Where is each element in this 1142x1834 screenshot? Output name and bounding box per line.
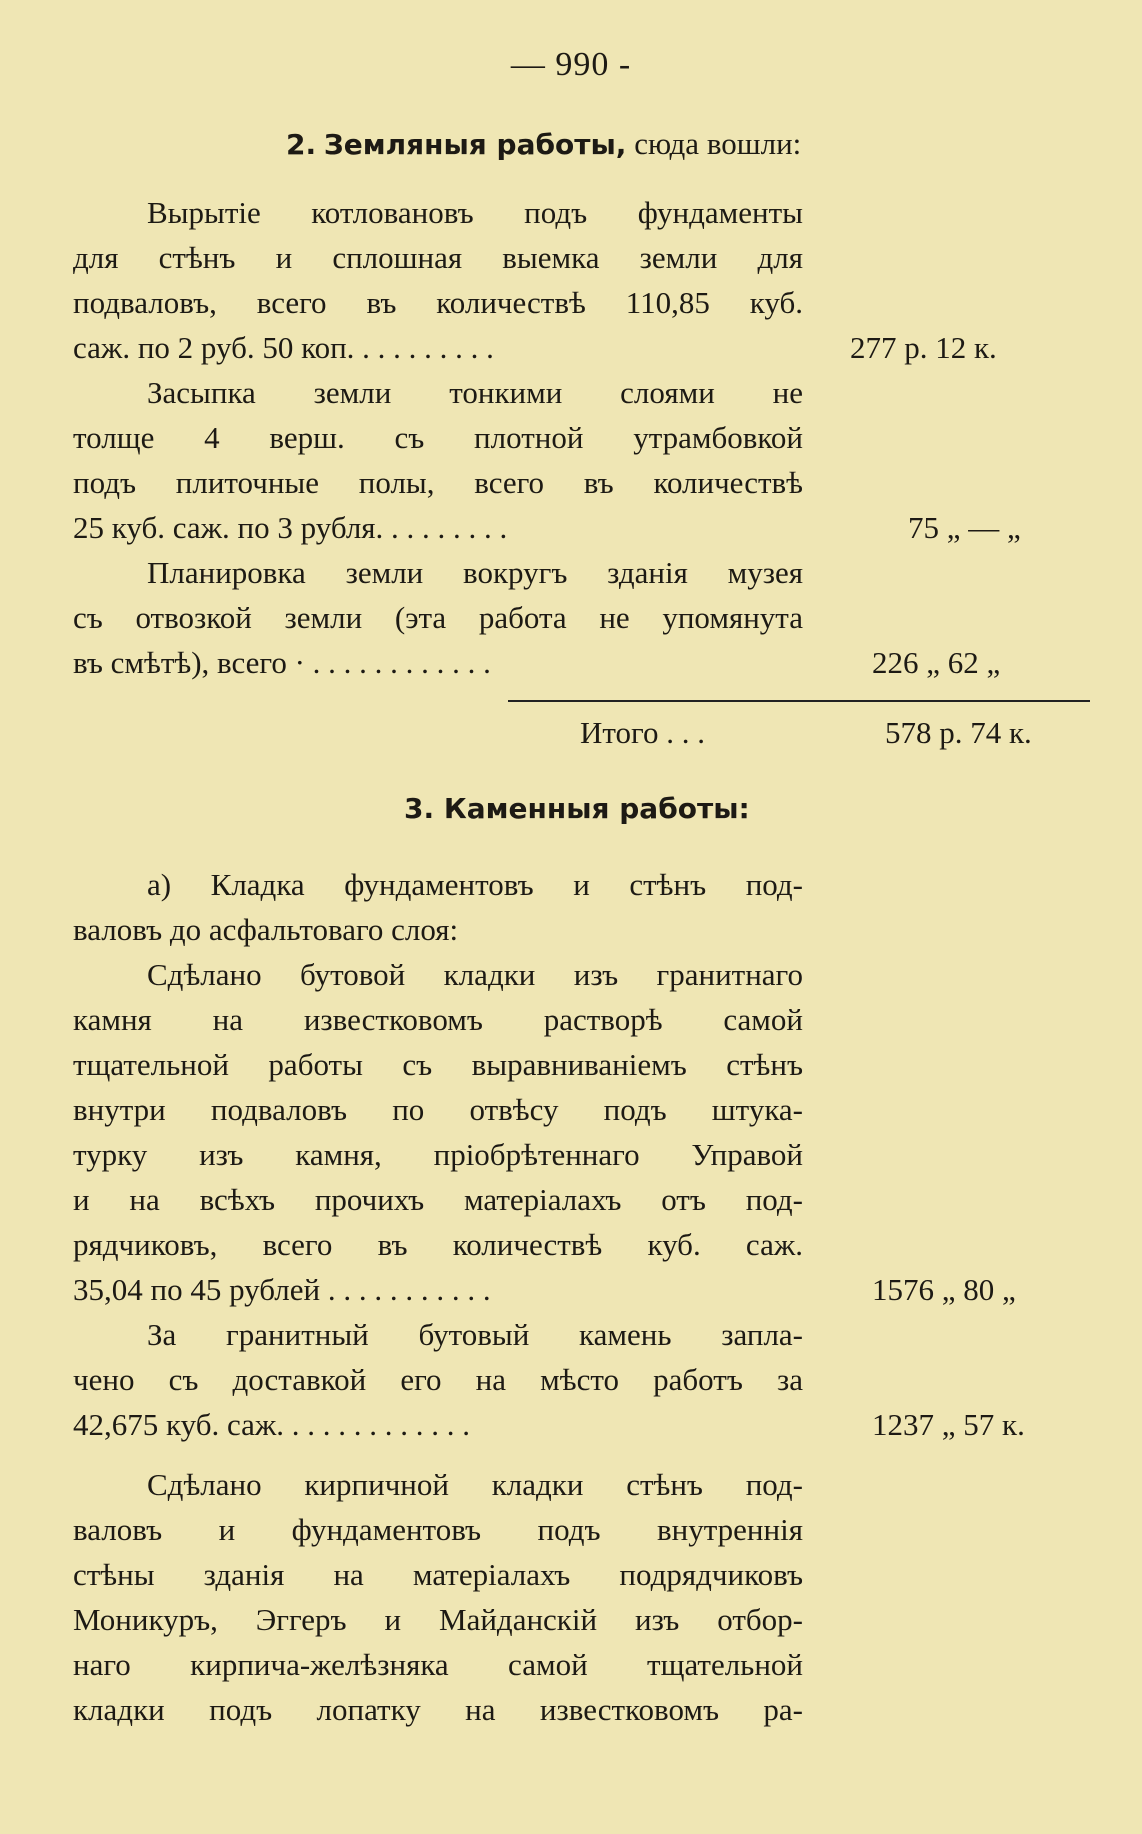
- text-line: чено съ доставкой его на мѣсто работъ за: [73, 1362, 803, 1397]
- total-amount: 578 р. 74 к.: [885, 715, 1032, 750]
- text-line: толще 4 верш. съ плотной утрамбовкой: [73, 420, 803, 455]
- text-line: Моникуръ, Эггеръ и Майданскій изъ отбор-: [73, 1602, 803, 1637]
- text-line: наго кирпича-желѣзняка самой тщательной: [73, 1647, 803, 1682]
- text-line: валовъ и фундаментовъ подъ внутреннія: [73, 1512, 803, 1547]
- text-line: въ смѣтѣ), всего · . . . . . . . . . . . .: [73, 645, 491, 680]
- text-line: и на всѣхъ прочихъ матеріалахъ отъ под-: [73, 1182, 803, 1217]
- page-number: — 990 -: [510, 46, 632, 83]
- text-line: подваловъ, всего въ количествѣ 110,85 куб.: [73, 285, 803, 320]
- section-2-number: 2.: [286, 128, 317, 161]
- text-line: стѣны зданія на матеріалахъ подрядчиковъ: [73, 1557, 803, 1592]
- text-line: 42,675 куб. саж. . . . . . . . . . . . .: [73, 1407, 471, 1442]
- text-line: тщательной работы съ выравниваніемъ стѣнъ: [73, 1047, 803, 1082]
- section-3-item-2-amount: 1237 „ 57 к.: [872, 1407, 1025, 1442]
- text-line: Вырытіе котловановъ подъ фундаменты: [147, 195, 803, 230]
- section-2-item-2-amount: 75 „ — „: [908, 510, 1021, 545]
- text-line: За гранитный бутовый камень запла-: [147, 1317, 803, 1352]
- text-line: камня на известковомъ растворѣ самой: [73, 1002, 803, 1037]
- text-line: саж. по 2 руб. 50 коп. . . . . . . . . .: [73, 330, 494, 365]
- text-line: 35,04 по 45 рублей . . . . . . . . . . .: [73, 1272, 491, 1307]
- text-line: валовъ до асфальтоваго слоя:: [73, 912, 459, 947]
- section-2-item-1-amount: 277 р. 12 к.: [850, 330, 997, 365]
- section-3-item-1-amount: 1576 „ 80 „: [872, 1272, 1016, 1307]
- text-line: подъ плиточные полы, всего въ количествѣ: [73, 465, 803, 500]
- section-2-heading: [286, 126, 801, 162]
- text-line: Засыпка земли тонкими слоями не: [147, 375, 803, 410]
- text-line: 25 куб. саж. по 3 рубля. . . . . . . . .: [73, 510, 508, 545]
- text-line: для стѣнъ и сплошная выемка земли для: [73, 240, 803, 275]
- section-3-item-1: [73, 952, 803, 1312]
- total-label: Итого . . .: [580, 715, 705, 750]
- text-line: съ отвозкой земли (эта работа не упомянута: [73, 600, 803, 635]
- section-3-heading: [404, 790, 750, 826]
- text-line: кладки подъ лопатку на известковомъ ра-: [73, 1692, 803, 1727]
- section-2-item-2: [73, 370, 803, 550]
- text-line: внутри подваловъ по отвѣсу подъ штука-: [73, 1092, 803, 1127]
- text-line: турку изъ камня, пріобрѣтеннаго Управой: [73, 1137, 803, 1172]
- section-3-title: 3. Каменныя работы:: [404, 792, 750, 825]
- section-2-title: Земляныя работы,: [323, 128, 627, 161]
- section-2-rest: сюда вошли:: [634, 126, 802, 161]
- text-line: Сдѣлано кирпичной кладки стѣнъ под-: [147, 1467, 803, 1502]
- text-line: а) Кладка фундаментовъ и стѣнъ под-: [147, 867, 803, 902]
- subsection-a: [73, 862, 803, 952]
- section-3-item-3: [73, 1462, 803, 1732]
- section-2-item-1: [73, 190, 803, 370]
- text-line: рядчиковъ, всего въ количествѣ куб. саж.: [73, 1227, 803, 1262]
- text-line: Планировка земли вокругъ зданія музея: [147, 555, 803, 590]
- section-2-item-3-amount: 226 „ 62 „: [872, 645, 1001, 680]
- text-line: Сдѣлано бутовой кладки изъ гранитнаго: [147, 957, 803, 992]
- section-2-item-3: [73, 550, 803, 685]
- section-3-item-2: [73, 1312, 803, 1447]
- total-rule: [508, 700, 1090, 702]
